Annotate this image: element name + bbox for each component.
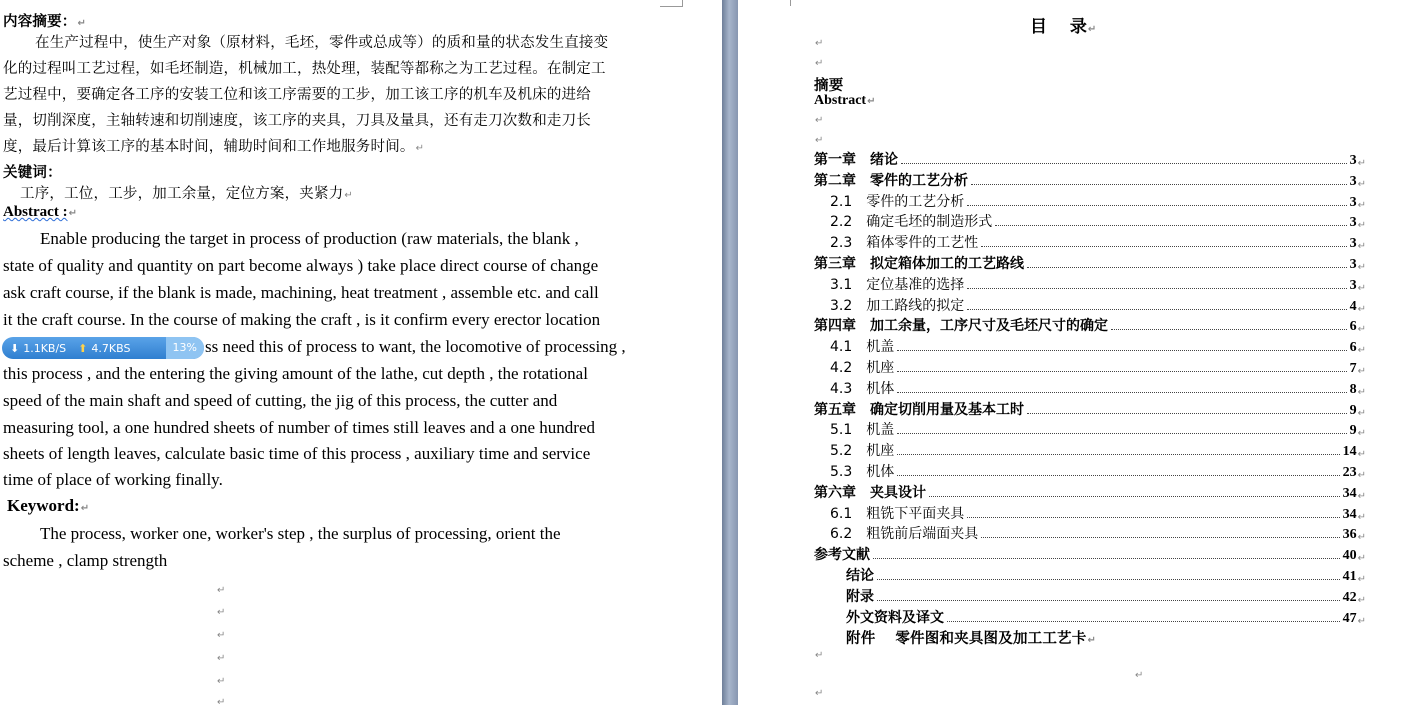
paragraph-mark: ↵ <box>1357 512 1366 523</box>
toc-entry-label: 2.2 确定毛坯的制造形式 <box>830 214 993 230</box>
toc-title-text: 目 录 <box>1030 17 1087 37</box>
paragraph-mark: ↵ <box>1357 179 1366 190</box>
toc-entry[interactable] <box>814 399 1366 419</box>
paragraph-mark: ↵ <box>1357 304 1366 315</box>
paragraph-mark: ↵ <box>1357 470 1366 481</box>
toc-leader-dots <box>897 391 1346 393</box>
toc-entry-label: 3.1 定位基准的选择 <box>830 277 965 293</box>
toc-leader-dots <box>877 578 1340 580</box>
toc-entry[interactable] <box>830 419 1366 439</box>
toc-entry-label: 4.3 机体 <box>830 381 895 397</box>
paragraph-mark: ↵ <box>1357 616 1366 627</box>
toc-entry[interactable] <box>830 295 1366 315</box>
toc-pre-summary[interactable] <box>814 74 843 95</box>
toc-leader-dots <box>1027 266 1347 268</box>
toc-entry-label: 第一章 绪论 <box>814 152 898 168</box>
upload-arrow-icon: ⬆ <box>78 341 88 355</box>
keywords-value: 工序，工位，工步，加工余量，定位方案，夹紧力 <box>20 186 344 202</box>
toc-entry-label: 3.2 加工路线的拟定 <box>830 298 965 314</box>
toc-entry[interactable] <box>814 253 1366 273</box>
toc-entry-page: 41 <box>1342 569 1357 584</box>
toc-entry[interactable] <box>830 503 1366 523</box>
toc-entry[interactable] <box>814 315 1366 335</box>
usage-percent: 13% <box>166 337 204 359</box>
abstract-line: it the craft course. In the course of making the craft , is it confirm every erector location <box>3 310 601 329</box>
paragraph-mark: ↵ <box>1357 220 1366 231</box>
keyword-en-heading-text: Keyword: <box>7 496 80 515</box>
network-speed-widget[interactable] <box>2 337 204 359</box>
toc-entry-page: 36 <box>1342 527 1357 542</box>
toc-entry-page: 6 <box>1349 319 1357 334</box>
summary-line: 量，切削深度，主轴转速和切削速度，该工序的夹具，刀具及量具，还有走刀次数和走刀长 <box>3 113 591 129</box>
toc-leader-dots <box>929 495 1340 497</box>
download-arrow-icon: ⬇ <box>10 341 20 355</box>
toc-entry-page: 34 <box>1342 486 1357 501</box>
toc-entry-page: 9 <box>1349 403 1357 418</box>
toc-entry-label: 2.3 箱体零件的工艺性 <box>830 235 979 251</box>
paragraph-mark: ↵ <box>815 38 824 49</box>
toc-entry-page: 47 <box>1342 611 1357 626</box>
toc-entry-page: 3 <box>1349 174 1357 189</box>
abstract-line: speed of the main shaft and speed of cutting, the jig of this process, the cutter and <box>3 391 558 410</box>
toc-title: 目 录↵ <box>1030 17 1097 37</box>
toc-leader-dots <box>897 349 1346 351</box>
keywords-text: 工序，工位，工步，加工余量，定位方案，夹紧力↵ <box>20 186 353 202</box>
paragraph-mark: ↵ <box>1357 574 1366 585</box>
abstract-heading: Abstract :↵ <box>3 204 77 220</box>
toc-leader-dots <box>897 474 1339 476</box>
summary-heading: 内容摘要：↵ <box>3 14 87 30</box>
keywords-heading <box>3 161 62 182</box>
toc-leader-dots <box>995 224 1346 226</box>
paragraph-mark: ↵ <box>217 607 226 618</box>
keyword-en-line: scheme , clamp strength <box>3 551 168 570</box>
abstract-line: ask craft course, if the blank is made, machining, heat treatment , assemble etc. and call <box>3 283 599 302</box>
toc-entry[interactable] <box>830 211 1366 231</box>
toc-entry[interactable] <box>846 607 1366 627</box>
toc-leader-dots <box>1027 412 1347 414</box>
toc-summary-label: 摘要 <box>814 78 844 94</box>
page-gutter <box>722 0 738 705</box>
paragraph-mark: ↵ <box>1357 324 1366 335</box>
keyword-en-line: The process, worker one, worker's step , the surplus of processing, orient the <box>40 524 561 543</box>
toc-entry-label: 参考文献 <box>814 547 870 563</box>
paragraph-mark: ↵ <box>1357 241 1366 252</box>
toc-entry-page: 40 <box>1342 548 1357 563</box>
toc-entry-label: 第三章 拟定箱体加工的工艺路线 <box>814 256 1024 272</box>
toc-entry-label: 附录 <box>846 589 874 605</box>
toc-entry-page: 3 <box>1349 195 1357 210</box>
toc-entry-page: 3 <box>1349 215 1357 230</box>
paragraph-mark: ↵ <box>1357 345 1366 356</box>
toc-abstract-label: Abstract <box>814 93 867 108</box>
paragraph-mark: ↵ <box>1357 262 1366 273</box>
abstract-line: this process , and the entering the giving amount of the lathe, cut depth , the rotational <box>3 364 588 383</box>
toc-entry-page: 34 <box>1342 507 1357 522</box>
toc-entry-label: 外文资料及译文 <box>846 610 944 626</box>
paragraph-mark: ↵ <box>1357 200 1366 211</box>
summary-line: 在生产过程中，使生产对象（原材料，毛坯，零件或总成等）的质和量的状态发生直接变 <box>35 35 609 51</box>
toc-entry-label: 6.1 粗铣下平面夹具 <box>830 506 965 522</box>
toc-leader-dots <box>877 599 1340 601</box>
toc-entry[interactable] <box>814 544 1366 564</box>
toc-leader-dots <box>971 183 1347 185</box>
toc-entry[interactable] <box>830 461 1366 481</box>
abstract-line: Enable producing the target in process of production (raw materials, the blank , <box>40 229 579 248</box>
paragraph-mark: ↵ <box>415 143 425 154</box>
abstract-heading-text: Abstract : <box>3 204 68 220</box>
summary-line: 化的过程叫工艺过程，如毛坯制造，机械加工，热处理，装配等都称之为工艺过程。在制定工 <box>3 61 606 77</box>
toc-entry[interactable] <box>830 336 1366 356</box>
toc-entry-page: 42 <box>1342 590 1357 605</box>
upload-speed: 4.7KBS <box>91 341 131 355</box>
toc-entry-page: 3 <box>1349 236 1357 251</box>
toc-pre-abstract[interactable]: Abstract↵ <box>814 93 876 108</box>
paragraph-mark: ↵ <box>1135 670 1144 681</box>
paragraph-mark: ↵ <box>815 58 824 69</box>
paragraph-mark: ↵ <box>1357 428 1366 439</box>
abstract-line: measuring tool, a one hundred sheets of number of times still leaves and a one hundred <box>3 418 596 437</box>
toc-leader-dots <box>1111 328 1347 330</box>
toc-entry-label: 2.1 零件的工艺分析 <box>830 194 965 210</box>
toc-entry[interactable] <box>814 482 1366 502</box>
summary-line: 艺过程中，要确定各工序的安装工位和该工序需要的工步，加工该工序的机车及机床的进给 <box>3 87 591 103</box>
toc-leader-dots <box>967 516 1339 518</box>
paragraph-mark: ↵ <box>1357 553 1366 564</box>
toc-entry[interactable] <box>814 149 1366 169</box>
paragraph-mark: ↵ <box>1357 491 1366 502</box>
toc-entry-label: 结论 <box>846 568 874 584</box>
toc-entry-label: 4.1 机盖 <box>830 339 895 355</box>
crop-mark <box>790 0 791 6</box>
toc-leader-dots <box>967 308 1346 310</box>
paragraph-mark: ↵ <box>217 676 226 687</box>
toc-leader-dots <box>873 557 1340 559</box>
paragraph-mark: ↵ <box>1357 283 1366 294</box>
crop-mark <box>660 0 683 7</box>
toc-entry-label: 第六章 夹具设计 <box>814 485 926 501</box>
paragraph-mark: ↵ <box>1357 449 1366 460</box>
download-speed: 1.1KB/S <box>23 341 67 355</box>
toc-entry[interactable] <box>846 586 1366 606</box>
abstract-line: ss need this of process to want, the locomotive of processing , <box>205 337 626 356</box>
toc-entry[interactable] <box>830 191 1366 211</box>
paragraph-mark: ↵ <box>217 653 226 664</box>
paragraph-mark: ↵ <box>815 688 824 699</box>
toc-entry-label: 4.2 机座 <box>830 360 895 376</box>
summary-line: 度，最后计算该工序的基本时间，辅助时间和工作地服务时间。↵ <box>3 139 425 155</box>
toc-entry-page: 6 <box>1349 340 1357 355</box>
keyword-en-heading: Keyword:↵ <box>7 496 90 515</box>
toc-leader-dots <box>897 453 1339 455</box>
toc-leader-dots <box>981 245 1346 247</box>
toc-entry[interactable] <box>830 232 1366 252</box>
paragraph-mark: ↵ <box>217 585 226 596</box>
abstract-line: state of quality and quantity on part become always ) take place direct course of change <box>3 256 599 275</box>
toc-entry-label: 第五章 确定切削用量及基本工时 <box>814 402 1024 418</box>
toc-entry-label: 5.1 机盖 <box>830 422 895 438</box>
paragraph-mark: ↵ <box>815 135 824 146</box>
toc-entry-page: 3 <box>1349 153 1357 168</box>
toc-entry-page: 7 <box>1349 361 1357 376</box>
toc-entry-label: 6.2 粗铣前后端面夹具 <box>830 526 979 542</box>
paragraph-mark: ↵ <box>1357 366 1366 377</box>
abstract-line: time of place of working finally. <box>3 470 223 489</box>
toc-leader-dots <box>947 620 1340 622</box>
toc-entry[interactable] <box>830 378 1366 398</box>
toc-entry-label: 第二章 零件的工艺分析 <box>814 173 968 189</box>
paragraph-mark: ↵ <box>1357 408 1366 419</box>
paragraph-mark: ↵ <box>217 630 226 641</box>
toc-entry[interactable] <box>814 170 1366 190</box>
toc-leader-dots <box>967 204 1346 206</box>
toc-entry-page: 14 <box>1342 444 1357 459</box>
paragraph-mark: ↵ <box>815 115 824 126</box>
toc-entry-page: 3 <box>1349 278 1357 293</box>
toc-entry-page: 3 <box>1349 257 1357 272</box>
toc-entry-label: 5.3 机体 <box>830 464 895 480</box>
paragraph-mark: ↵ <box>1357 158 1366 169</box>
paragraph-mark: ↵ <box>217 697 226 708</box>
toc-entry-page: 9 <box>1349 423 1357 438</box>
summary-heading-text: 内容摘要： <box>3 14 77 30</box>
toc-entry[interactable] <box>830 523 1366 543</box>
toc-entry[interactable] <box>846 565 1366 585</box>
keywords-heading-text: 关键词： <box>3 165 62 181</box>
toc-leader-dots <box>981 536 1339 538</box>
toc-entry[interactable] <box>830 440 1366 460</box>
toc-leader-dots <box>967 287 1346 289</box>
abstract-line: sheets of length leaves, calculate basic time of this process , auxiliary time and service <box>3 444 591 463</box>
toc-entry-page: 4 <box>1349 299 1357 314</box>
paragraph-mark: ↵ <box>1357 387 1366 398</box>
toc-leader-dots <box>897 370 1346 372</box>
toc-entry[interactable] <box>830 357 1366 377</box>
paragraph-mark: ↵ <box>1357 532 1366 543</box>
paragraph-mark: ↵ <box>1357 595 1366 606</box>
toc-entry[interactable] <box>830 274 1366 294</box>
toc-entry-label: 第四章 加工余量，工序尺寸及毛坯尺寸的确定 <box>814 318 1108 334</box>
toc-entry-page: 23 <box>1342 465 1357 480</box>
paragraph-mark: ↵ <box>815 650 824 661</box>
toc-entry-page: 8 <box>1349 382 1357 397</box>
toc-attachment-label: 附件 零件图和夹具图及加工工艺卡 <box>846 631 1087 647</box>
toc-attachment[interactable]: 附件 零件图和夹具图及加工工艺卡↵ <box>846 631 1097 647</box>
toc-leader-dots <box>901 162 1347 164</box>
toc-leader-dots <box>897 432 1346 434</box>
toc-entry-label: 5.2 机座 <box>830 443 895 459</box>
